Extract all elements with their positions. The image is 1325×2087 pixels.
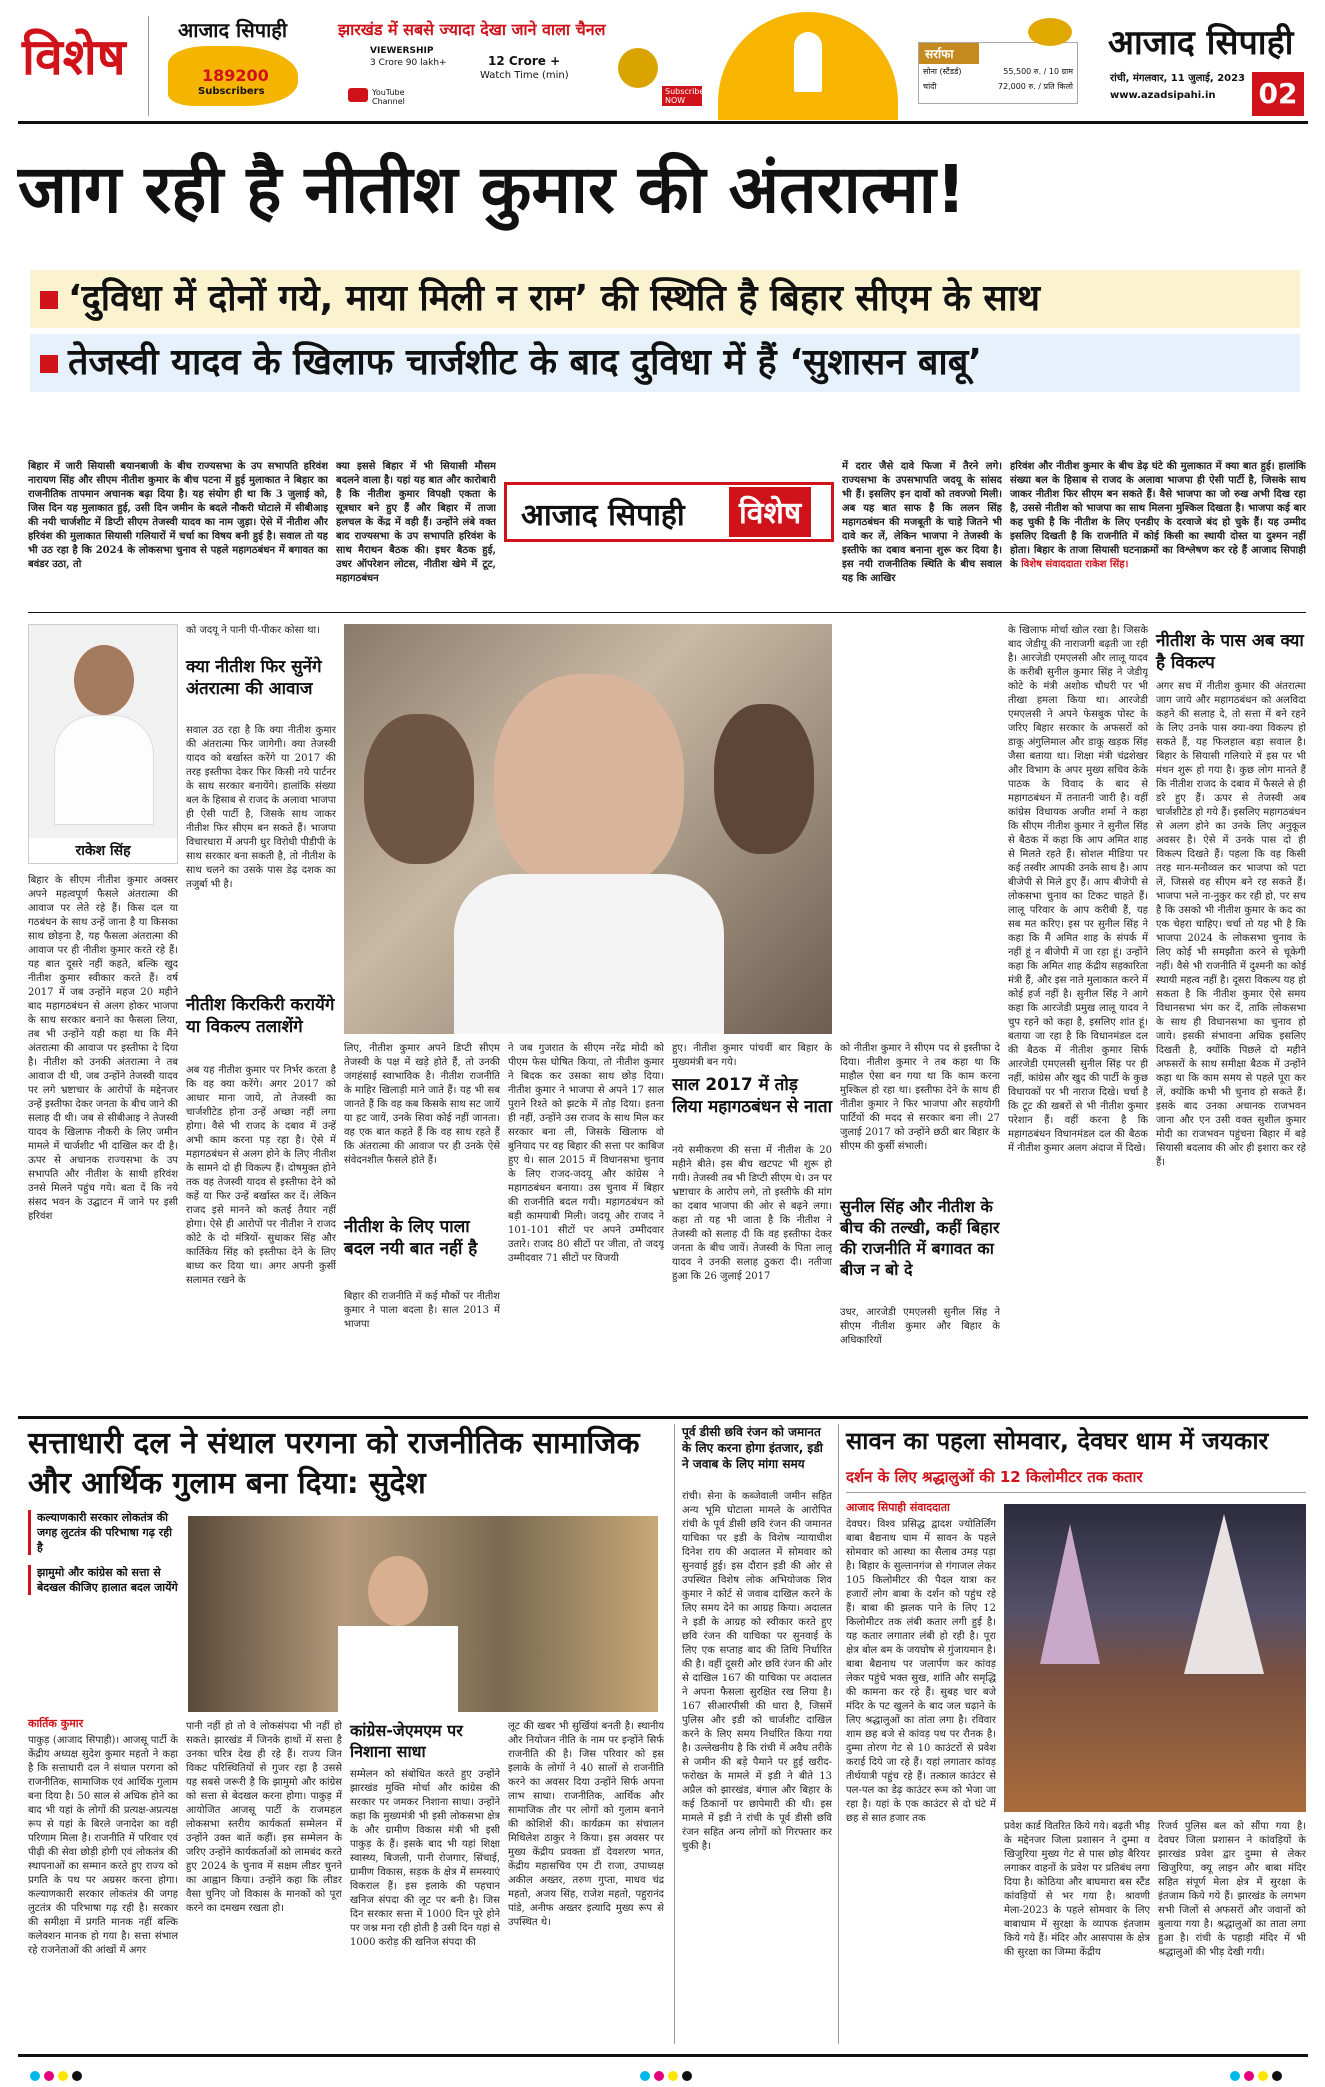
pen-nib-icon bbox=[718, 12, 898, 120]
brand-title: आजाद सिपाही bbox=[1108, 23, 1294, 63]
story2-quotes bbox=[28, 1510, 178, 1595]
q1-heading: क्या नीतीश फिर सुनेंगे अंतरात्मा की आवाज bbox=[186, 657, 322, 699]
c1-text: बिहार की राजनीति में कई मौकों पर नीतीश कुमार ने पाला बदला है। साल 2013 में भाजपा bbox=[344, 1291, 500, 1330]
e-text: अगर सच में नीतीश कुमार की अंतरात्मा जाग जाये और महागठबंधन को अलविदा कहने की सलाह दे, तो सत्ता में बने रहने के लिए उनके पास क्या-क्या विकल्प हो सकते हैं, यह फिलहाल बड़ा सवाल है। बिहार के सियासी गलियारे में इस पर भी मंथन शुरू हो गया है। कुछ लोग मानते हैं कि नीतीश राजद के दबाव में फैसले से ही डरे हुए हैं। ऊपर से तेजस्वी अब चार्जशीटेड हो गये हैं। इसलिए महागठबंधन से अलग होने का उनके लिए अनुकूल अवसर है। ऐसे में उनके पास दो ही विकल्प दिखते हैं। पहला कि वह किसी तरह मान-मनौव्वल कर भाजपा को पटा लें, जिससे वह सीएम बने रह सकते हैं। भाजपा भले ना-नुकुर कर रही हो, पर सच है कि उसको भी नीतीश कुमार के कद का एक चेहरा चाहिए। चर्चा तो यह भी है कि भाजपा 2024 के लोकसभा चुनाव के लिए कोई भी समझौता करने से चूकेगी नहीं। वैसे भी राजनीति में दुश्मनी का कोई स्थायी महत्व नहीं है। दूसरा विकल्प यह हो सकता है कि नीतीश कुमार ऐसे समय विधानसभा भंग कर दें, ताकि लोकसभा के साथ ही विधानसभा का चुनाव हो जाये। इसकी संभावना अधिक इसलिए दिखती है, क्योंकि पिछले दो महीने अफसरों के साथ समीक्षा बैठक में उन्होंने कहा था कि काम समय से पहले पूरा कर लें, क्योंकि कभी भी चुनाव हो सकते हैं। इसके बाद उनका अचानक राजभवन जाना और एन उसी वक्त सुशील कुमार मोदी का राजभवन पहुंचना बिहार में बड़े सियासी बदलाव की ओर ही इशारा कर रहे हैं। bbox=[1156, 681, 1306, 1168]
registration-marks-left bbox=[30, 2066, 86, 2085]
lead-col-c2: ने जब गुजरात के सीएम नरेंद्र मोदी को पीएम फेस घोषित किया, तो नीतीश कुमार ने बिदक कर उसका साथ छोड़ दिया। नीतीश कुमार ने भाजपा से अपने 17 साल पुराने रिश्ते को झटके में तोड़ दिया। इतना ही नहीं, उन्होंने उस राजद के साथ मिल कर सरकार बना ली, जिसके खिलाफ वो बुनियाद पर वह बिहार की सत्ता पर काबिज हुए थे। साल 2015 में विधानसभा चुनाव के लिए राजद-जदयू और कांग्रेस ने महागठबंधन बनाया। उस चुनाव में बिहार की राजनीति बदल गयी। महागठबंधन को बड़ी कामयाबी मिली। जदयू और राजद ने 101-101 सीटों पर अपने उम्मीदवार उतारे। राजद 80 सीटों पर जीता, तो जदयू उम्मीदवार 71 सीटों पर विजयी bbox=[508, 1043, 664, 1264]
quote-1: कल्याणकारी सरकार लोकतंत्र की जगह लुटतंत्र की परिभाषा गढ़ रही है bbox=[28, 1510, 178, 1555]
viewership-value: 3 Crore 90 lakh+ bbox=[370, 58, 447, 68]
intro-col-3: में दरार जैसे दावे फिजा में तैरने लगे। राज्यसभा के उपसभापति जदयू के सांसद भी हैं। इसलिए इन दावों को तवज्जो मिली। अब यह बात साफ है कि ललन सिंह महागठबंधन की मजबूती के चाहे जितने भी दावे कर लें, लेकिन भाजपा ने तेजस्वी के इस्तीफे का दबाव बनाना शुरू कर दिया है। इस नयी राजनीतिक स्थिति के बीच सवाल यह कि आखिर bbox=[842, 461, 1002, 584]
story2-subtext: सम्मेलन को संबोधित करते हुए उन्होंने झारखंड मुक्ति मोर्चा और कांग्रेस की सरकार पर जमकर निशाना साधा। उन्होंने कहा कि मुख्यमंत्री भी इसी लोकसभा क्षेत्र के और ग्रामीण विकास मंत्री भी इसी पाकुड़ के हैं। इसके बाद भी यहां शिक्षा स्वास्थ्य, बिजली, पानी रोजगार, सिंचाई, ग्रामीण विकास, सड़क के क्षेत्र में समस्याएं विकराल हैं। इस इलाके की पहचान खनिज संपदा की लूट पर बनी है। जिस दिन सरकार सत्ता में 1000 दिन पूरे होने पर जश्न मना रही होती है उसी दिन यहां से 1000 करोड़ की खनिज संपदा की bbox=[350, 1769, 500, 1948]
youtube-label: YouTube Channel bbox=[372, 88, 405, 106]
story2-photo bbox=[188, 1516, 658, 1712]
promo-tagline: झारखंड में सबसे ज्यादा देखा जाने वाला चैनल bbox=[338, 20, 606, 39]
story3-headline: पूर्व डीसी छवि रंजन को जमानत के लिए करना होगा इंतजार, इडी ने जवाब के लिए मांगा समय bbox=[682, 1425, 823, 1471]
masthead bbox=[18, 12, 1308, 124]
lead-col-a: बिहार के सीएम नीतीश कुमार अक्सर अपने महत्वपूर्ण फैसले अंतरात्मा की आवाज पर लेते रहे हैं। किस दल या गठबंधन के साथ उन्हें जाना है या किसका साथ छोड़ना है, यह फैसला अंतरात्मा की आवाज पर ही नीतीश कुमार करते रहे हैं। यह बात दूसरे नहीं कहते, बल्कि खुद नीतीश कुमार स्वीकार करते हैं। वर्ष 2017 में जब उन्होंने महज 20 महीने बाद महागठबंधन से अलग होकर भाजपा के साथ सरकार बनाने का फैसला लिया, तब भी उन्होंने यही कहा था कि मैंने अंतरात्मा की आवाज पर इस्तीफा दे दिया है। नीतीश को उनकी अंतरात्मा ने तब आवाज दी थी, जब उन्होंने तेजस्वी यादव पर लगे भ्रष्टाचार के आरोपों के मद्देनजर उन्हें इस्तीफा देकर जनता के बीच जाने की सलाह दी थी। जब से सीबीआइ ने तेजस्वी यादव के खिलाफ नौकरी के लिए जमीन मामले में चार्जशीट भी दाखिल कर दी है। ऊपर से अचानक राज्यसभा के उप सभापति और नीतीश के साथी हरिवंश उनसे मिलने पहुंच गये। बता दें कि नये संसद भवन के उद्घाटन में जाने पर इसी हरिवंश bbox=[28, 875, 178, 1222]
lead-col-d1: को नीतीश कुमार ने सीएम पद से इस्तीफा दे दिया। नीतीश कुमार ने तब कहा था कि माहौल ऐसा बन गया था कि काम करना मुश्किल हो रहा था। इस्तीफा देने के साथ ही नीतीश कुमार ने फिर भाजपा और सहयोगी पार्टियों की मदद से सरकार बना ली। 27 जुलाई 2017 को उन्होंने छठी बार बिहार के सीएम की कुर्सी संभाली। bbox=[840, 1043, 1000, 1152]
intro-col-4-text: हरिवंश और नीतीश कुमार के बीच डेढ़ घंटे की मुलाकात में क्या बात हुई। हालांकि संख्या बल के हिसाब से राजद के अलावा भाजपा ही ऐसी पार्टी है, जिसके साथ जाकर नीतीश फिर सीएम बन सकते हैं। वैसे भाजपा का जो रुख अभी दिख रहा है, उससे नीतीश को भाजपा का साथ मिलना मुश्किल दिखता है। भाजपा कई बार कह चुकी है कि नीतीश के लिए एनडीए के दरवाजे बंद हो चुके हैं। यह उम्मीद इसलिए दिखती है कि राजनीति में कोई किसी का स्थायी दोस्त या दुश्मन नहीं होता। बिहार के ताजा सियासी घटनाक्रमों का विश्लेषण कर रहे हैं आजाद सिपाही के bbox=[1010, 461, 1306, 570]
lead-col-c1: लिए, नीतीश कुमार अपने डिप्टी सीएम तेजस्वी के पक्ष में खड़े होते हैं, तो उनकी जगहंसाई स्वाभाविक है। नीतीश राजनीति के माहिर खिलाड़ी माने जाते हैं। यह भी सब जानते हैं कि वह कब किसके साथ सट जायें या हट जायें, उनके सिवा कोई नहीं जानता। वह एक बात कहते हैं कि वह साथ रहते हैं कि अंतरात्मा की आवाज पर ही उनके ऐसे संवेदनशील फैसले होते हैं। bbox=[344, 1043, 500, 1166]
channel-promo bbox=[158, 14, 705, 118]
lead-col-d2: के खिलाफ मोर्चा खोल रखा है। जिसके बाद जेडीयू की नाराजगी बढ़ती जा रही है। आरजेडी एमएलसी और लालू यादव के करीबी सुनील कुमार सिंह ने जेडीयू कोटे के मंत्री अशोक चौधरी पर भी तीखा हमला किया था। आरजेडी एमएलसी ने अपने फेसबुक पोस्ट के जरिए बिहार सरकार के अफसरों को डाकू अंगुलिमाल और डाकू खड़क सिंह जैसा बताया था। शिक्षा मंत्री चंद्रशेखर और विभाग के अपर मुख्य सचिव केके पाठक के विवाद के बाद से महागठबंधन में तनातनी जारी है। वहीं कांग्रेस विधायक अजीत शर्मा ने कहा कि सीएम नीतीश कुमार ने सुनील सिंह से बैठक में कहा कि आप अमित शाह से मिलते रहते हैं। सोशल मीडिया पर कई तस्वीर आपकी उनके साथ है। आप बीजेपी से मिले हुए हैं। आप बीजेपी से लोकसभा चुनाव का टिकट चाहते हैं। लालू परिवार के आप करीबी हैं, यह सब मत करिए। इस पर सुनील सिंह ने कहा कि मैं अमित शाह के संपर्क में नहीं हूं न बीजेपी में जा रहा हूं। उन्होंने कहा कि अमित शाह केंद्रीय सहकारिता मंत्री हैं, और इस नाते मुलाकात करने में कोई हर्ज नहीं है। सुनील सिंह ने आगे कहा कि आरजेडी प्रमुख लालू यादव ने चुप रहने को कहा है, इसलिए शांत हूं। बताया जा रहा है कि विधानमंडल दल की बैठक में नीतीश कुमार सिर्फ आरजेडी एमएलसी सुनील सिंह पर ही नहीं, कांग्रेस और खुद की पार्टी के कुछ विधायकों पर भी नाराज दिखे। चर्चा है कि टूट की खबरों से भी नीतीश कुमार परेशान हैं। वहीं करना है कि महागठबंधन विधानमंडल दल की बैठक में नीतीश कुमार अलग अंदाज में दिखे। bbox=[1008, 625, 1148, 1154]
q2-heading: नीतीश किरकिरी करायेंगे या विकल्प तलाशेंगे bbox=[186, 995, 335, 1037]
deck-line-1 bbox=[30, 270, 1300, 328]
lead-headline: जाग रही है नीतीश कुमार की अंतरात्मा! bbox=[18, 151, 966, 228]
q1-text: सवाल उठ रहा है कि क्या नीतीश कुमार की अंतरात्मा फिर जागेगी। क्या तेजस्वी यादव को बर्खास्त करेंगे या 2017 की तरह इस्तीफा देकर फिर किसी नये पार्टनर के साथ सरकार बनायेंगे। हालांकि संख्या बल के हिसाब से राजद के अलावा भाजपा ही ऐसी पार्टी है, जिसके साथ जाकर नीतीश फिर सीएम बन सकते हैं। भाजपा विचारधारा में अपनी धुर विरोधी पीडीपी के साथ सरकार बना सकती है, तो नीतीश के साथ चलने का उसके पास डेढ़ दशक का तजुर्बा भी है। bbox=[186, 725, 336, 890]
bullion-box bbox=[918, 42, 1078, 104]
intro-col-1: बिहार में जारी सियासी बयानबाजी के बीच राज्यसभा के उप सभापति हरिवंश नारायण सिंह और सीएम नीतीश कुमार के बीच पटना में हुई मुलाकात ने बिहार का राजनीतिक तापमान अचानक बढ़ा दिया है। यह संयोग ही था कि 3 जुलाई को, जिस दिन यह मुलाकात हुई, उसी दिन जमीन के बदले नौकरी घोटाले में सीबीआइ की नयी चार्जशीट में डिप्टी सीएम तेजस्वी यादव का नाम जुड़ा। ऐसे में नीतीश और हरिवंश की मुलाकात सियासी गलियारों में चर्चा का विषय बनी हुई है। सवाल तो यह भी उठ रहा है कि 2024 के लोकसभा चुनाव से पहले महागठबंधन में बगावत का बवंडर उठा, तो bbox=[28, 461, 328, 570]
page-number: 02 bbox=[1252, 72, 1304, 116]
subscriber-count: 189200 bbox=[202, 66, 269, 85]
silver-label: चांदी bbox=[923, 82, 937, 91]
e-heading: नीतीश के पास अब क्या है विकल्प bbox=[1156, 631, 1304, 673]
subscribe-badge[interactable]: Subscribe NOW bbox=[662, 86, 702, 106]
d1-text: उधर, आरजेडी एमएलसी सुनील सिंह ने सीएम नीतीश कुमार और बिहार के अधिकारियों bbox=[840, 1307, 1000, 1346]
registration-marks-right bbox=[1230, 2066, 1286, 2085]
dateline: रांची, मंगलवार, 11 जुलाई, 2023 bbox=[1110, 73, 1246, 84]
author-name: राकेश सिंह bbox=[29, 838, 177, 863]
intro-col-2: क्या इससे बिहार में भी सियासी मौसम बदलने वाला है। यहां यह बात और कारोबारी है कि नीतीश कुमार विपक्षी एकता के सूत्रधार बने हुए हैं और बिहार में ताजा हलचल के केंद्र में वही हैं। उन्होंने लंबे वक्त बाद राज्यसभा के उप सभापति हरिवंश के साथ मैराथन बैठक की। इधर बैठक हुई, उधर ऑपरेशन लोटस, नीतीश खेमे में टूट, महागठबंधन bbox=[336, 461, 496, 584]
story2-text-2: पानी नहीं हो तो वे लोकसंपदा भी नहीं हो सकते। झारखंड में जिनके हाथों में सत्ता है उनका चरित्र देख ही रहे हैं। राज्य जिन विकट परिस्थितियों से गुजर रहा है उससे यह सबसे जरूरी है कि झामुमो और कांग्रेस को सत्ता से बेदखल करना होगा। पाकुड़ में आयोजित आजसू पार्टी के राजमहल लोकसभा स्तरीय कार्यकर्ता सम्मेलन में उन्होंने उक्त बातें कहीं। इस सम्मेलन के जरिए उन्होंने कार्यकर्ताओं को लामबंद करते हुए 2024 के चुनाव में सक्षम लीडर चुनने का आह्वान किया। उन्होंने कहा कि लीडर वैसा चुनिए जो विकास के मानकों को पूरा करने का दमखम रखता हो। bbox=[186, 1721, 342, 1914]
intro-col-4 bbox=[1010, 460, 1306, 600]
section-logo bbox=[504, 482, 834, 542]
gold-label: सोना (स्टैंडर्ड) bbox=[923, 67, 962, 76]
story2-headline: सत्ताधारी दल ने संथाल परगना को राजनीतिक सामाजिक और आर्थिक गुलाम बना दिया: सुदेश bbox=[28, 1426, 640, 1501]
quote-2: झामुमो और कांग्रेस को सत्ता से बेदखल कीजिए हालात बदल जायेंगे bbox=[28, 1565, 178, 1595]
website: www.azadsipahi.in bbox=[1110, 90, 1216, 101]
logo-brand: आजाद सिपाही bbox=[521, 498, 685, 533]
silver-price: 72,000 रु. / प्रति किलो bbox=[997, 82, 1073, 91]
c1-heading: नीतीश के लिए पाला बदल नयी बात नहीं है bbox=[344, 1217, 478, 1259]
deck-2-text: तेजस्वी यादव के खिलाफ चार्जशीट के बाद दुविधा में हैं ‘सुशासन बाबू’ bbox=[68, 342, 982, 383]
deck-1-text: ‘दुविधा में दोनों गये, माया मिली न राम’ की स्थिति है बिहार सीएम के साथ bbox=[68, 278, 1041, 319]
bullet-icon bbox=[40, 291, 58, 309]
gold-price: 55,500 रु. / 10 ग्राम bbox=[1003, 67, 1073, 76]
author-photo bbox=[28, 624, 178, 864]
story4-byline: आजाद सिपाही संवाददाता bbox=[846, 1501, 950, 1514]
trophy-icon bbox=[618, 48, 658, 88]
story2-subhead: कांग्रेस-जेएमएम पर निशाना साधा bbox=[350, 1721, 463, 1761]
lead-col-c3-top: हुए। नीतीश कुमार पांचवीं बार बिहार के मुख्यमंत्री बन गये। bbox=[672, 1043, 832, 1068]
deck-line-2 bbox=[30, 334, 1300, 392]
q2-text: अब यह नीतीश कुमार पर निर्भर करता है कि वह क्या करेंगे। अगर 2017 को आधार माना जाये, तो तेजस्वी का चार्जशीटेड होना उन्हें अच्छा नहीं लगा होगा। वैसे भी राजद के दबाव में उन्हें अभी काम करना पड़ रहा है। ऐसे में महागठबंधन से अलग होने के लिए नीतीश के सामने दो ही विकल्प हैं। दोषमुक्त होने तक वह तेजस्वी यादव से इस्तीफा देने को कहें या फिर उन्हें बर्खास्त कर दें। लेकिन राजद इसे मानने को कतई तैयार नहीं होगा। ऐसे ही आरोपों पर नीतीश ने राजद कोटे के दो मंत्रियों- सुधाकर सिंह और कार्तिकेय सिंह को इस्तीफा देने के लिए बाध्य कर दिया था। अगर अपनी कुर्सी सलामत रखने के bbox=[186, 1065, 336, 1286]
gold-coins-icon bbox=[1028, 18, 1072, 46]
c3-heading: साल 2017 में तोड़ लिया महागठबंधन से नाता bbox=[672, 1075, 833, 1117]
story4-headline: सावन का पहला सोमवार, देवघर धाम में जयकार bbox=[846, 1427, 1269, 1455]
story4-photo bbox=[1004, 1504, 1306, 1812]
logo-section: विशेष bbox=[729, 487, 811, 537]
youtube-icon bbox=[348, 88, 368, 102]
viewership-label: VIEWERSHIP bbox=[370, 46, 434, 56]
subscriber-label: Subscribers bbox=[198, 86, 265, 97]
watch-time-value: 12 Crore + bbox=[488, 54, 561, 68]
story4-text-1: देवघर। विश्व प्रसिद्ध द्वादश ज्योतिर्लिंग बाबा बैद्यनाथ धाम में सावन के पहले सोमवार को आस्था का सैलाब उमड़ पड़ा है। बिहार के सुल्तानगंज से गंगाजल लेकर 105 किलोमीटर की पैदल यात्रा कर हजारों लोग बाबा के दर्शन को पहुंच रहे हैं। बाबा की झलक पाने के लिए 12 किलोमीटर तक लंबी कतार लगी हुई है। यह कतार लगातार लंबी हो रही है। पूरा क्षेत्र बोल बम के जयघोष से गुंजायमान है। बाबा बैद्यनाथ पर जलार्पण कर कांवड़ लेकर पहुंचे भक्त सुख, शांति और समृद्धि की कामना कर रहे हैं। सुबह चार बजे मंदिर के पट खुलने के बाद जल चढ़ाने के लिए श्रद्धालुओं का तांता लगा है। रविवार शाम छह बजे से कांवड़ पथ पर रौनक है। दुम्मा तोरण गेट से 10 काउंटरों से प्रवेश कराई दिये जा रहे हैं। यहां लगातार कांवड़ तीर्थयात्री पहुंच रहे हैं। तत्काल काउंटर से पल-पल का डेढ़ काउंटर रूम को भेजा जा रहा है। यहां के एक काउंटर से दो घंटे में छह से सात हजार तक bbox=[846, 1519, 996, 1824]
bullet-icon bbox=[40, 355, 58, 373]
watch-time-label: Watch Time (min) bbox=[480, 70, 569, 81]
story2-text-1: पाकुड़ (आजाद सिपाही)। आजसू पार्टी के केंद्रीय अध्यक्ष सुदेश कुमार महतो ने कहा है कि सत्ताधारी दल ने संथाल परगना को राजनीतिक, सामाजिक एवं आर्थिक गुलाम बना दिया है। 50 साल से अधिक होने का बाद भी यहां के लोगों की प्रत्यक्ष-अप्रत्यक्ष रूप से यहां के बिरले जनादेश का वही परिणाम मिला है। राजनीति में परिवार एवं पीढ़ी की सेवा छोड़ी होगी एवं लोकतंत्र की स्थापनाओं का सम्मान करते हुए राज्य को प्रगति के पथ पर अग्रसर करना होगा। कल्याणकारी सरकार लोकतंत्र की जगह लुटतंत्र की परिभाषा गढ़ रही है। सरकार की समीक्षा में प्रगति मानक नहीं बल्कि कलेक्शन मानक हो गया है। सत्ता संभाल रहे राजनेताओं की आंखों में अगर bbox=[28, 1735, 178, 1956]
story2-text-3: लूट की खबर भी सुर्खियां बनती है। स्थानीय और नियोजन नीति के नाम पर इन्होंने सिर्फ राजनीति की है। जिस परिवार को इस इलाके के लोगों ने 40 सालों से राजनीति करने का अवसर दिया उन्होंने सिर्फ अपना लाभ साधा। राजनीतिक, आर्थिक और सामाजिक तौर पर लोगों को गुलाम बनाने की कोशिशें की। कार्यक्रम का संचालन मिथिलेश ठाकुर ने किया। इस अवसर पर मुख्य केंद्रीय प्रवक्ता डॉ देवशरण भगत, केंद्रीय महासचिव एम टी राजा, उपाध्यक्ष अकील अख्तर, तरुण गुप्ता, माधव चंद्र महतो, अजय सिंह, राजेश महतो, पहुरानंद पांडे, अनीफ अख्तर इत्यादि मुख्य रूप से उपस्थित थे। bbox=[508, 1721, 664, 1928]
d1-heading: सुनील सिंह और नीतीश के बीच की तल्खी, कहीं बिहार की राजनीति में बगावत का बीज न बो दे bbox=[840, 1197, 1000, 1279]
story4-subhead: दर्शन के लिए श्रद्धालुओं की 12 किलोमीटर तक कतार bbox=[846, 1466, 1306, 1493]
intro-byline: विशेष संवाददाता राकेश सिंह। bbox=[1021, 559, 1129, 570]
lead-photo bbox=[344, 624, 832, 1034]
story4-text-2: प्रवेश कार्ड वितरित किये गये। बढ़ती भीड़ के मद्देनजर जिला प्रशासन ने दुम्मा व खिजुरिया मुख्य गेट से पास छोड़ बैरियर लगाकर वाहनों के प्रवेश पर प्रतिबंध लगा दिया है। कोठिया और बाघमारा बस स्टैंड कांवड़ियों से भर गया है। श्रावणी मेला-2023 के पहले सोमवार के लिए बाबाधाम में सुरक्षा के व्यापक इंतजाम किये गये हैं। मंदिर और आसपास के क्षेत्र की सुरक्षा का जिम्मा केंद्रीय bbox=[1004, 1821, 1150, 1958]
promo-brand: आजाद सिपाही bbox=[178, 18, 288, 42]
story3-text: रांची। सेना के कब्जेवाली जमीन सहित अन्य भूमि घोटाला मामले के आरोपित रांची के पूर्व डीसी छवि रंजन की जमानत याचिका पर इडी के विशेष न्यायाधीश दिनेश राय की अदालत में सोमवार को सुनवाई हुई। इस दौरान इडी की ओर से उपस्थित विशेष लोक अभियोजक शिव कुमार ने कोर्ट से जवाब दाखिल करने के लिए समय देने का आग्रह किया। अदालत ने इडी के आग्रह को स्वीकार करते हुए छवि रंजन की याचिका पर सुनवाई के लिए एक सप्ताह बाद की तिथि निर्धारित की है। वहीं दूसरी ओर छवि रंजन की ओर से दाखिल 167 की याचिका पर अदालत ने अपना फैसला सुरक्षित रख लिया है। 167 सीआरपीसी की धारा है, जिसमें पुलिस और इडी को चार्जशीट दाखिल करने के लिए समय निर्धारित किया गया है। उल्लेखनीय है कि रांची में अवैध तरीके से जमीन की बड़े पैमाने पर हुई खरीद-फरोख्त के मामले में इडी ने बीते 13 अप्रैल को झारखंड, बंगाल और बिहार के कई ठिकानों पर छापेमारी की थी। इस मामले में इडी ने रांची के पूर्व डीसी छवि रंजन सहित अन्य लोगों को गिरफ्तार कर चुकी है। bbox=[682, 1491, 832, 1852]
bullion-title: सर्राफा bbox=[919, 43, 979, 64]
story4-text-3: रिजर्व पुलिस बल को सौंपा गया है। देवघर जिला प्रशासन ने कांवड़ियों के झारखंड प्रवेश द्वार दुम्मा से लेकर खिजुरिया, क्यू लाइन और बाबा मंदिर सहित संपूर्ण मेला क्षेत्र में सुरक्षा के इंतजाम किये गये हैं। झारखंड के लगभग सभी जिलों से अफसरों और जवानों को बुलाया गया है। श्रद्धालुओं का ताता लगा हुआ है। रांची के पहाड़ी मंदिर में भी श्रद्धालुओं की भीड़ देखी गयी। bbox=[1158, 1821, 1306, 1958]
footer-rule bbox=[18, 2054, 1308, 2057]
c3-text: नये समीकरण की सत्ता में नीतीश के 20 महीने बीते। इस बीच खटपट भी शुरू हो गयी। तेजस्वी तब भी डिप्टी सीएम थे। उन पर भ्रष्टाचार के आरोप लगे, तो इस्तीफे की मांग का दबाव भाजपा की ओर से बढ़ने लगा। कहा तो यह भी जाता है कि नीतीश ने तेजस्वी को सलाह दी कि वह इस्तीफा देकर जनता के बीच जायें। तेजस्वी के पिता लालू यादव ने उनकी सलाह ठुकरा दी। नतीजा हुआ कि 26 जुलाई 2017 bbox=[672, 1145, 832, 1282]
registration-marks-center bbox=[640, 2066, 696, 2085]
lead-col-b-top: को जदयू ने पानी पी-पीकर कोसा था। bbox=[186, 625, 320, 636]
section-label: विशेष bbox=[22, 28, 126, 86]
story2-byline: कार्तिक कुमार bbox=[28, 1717, 84, 1730]
